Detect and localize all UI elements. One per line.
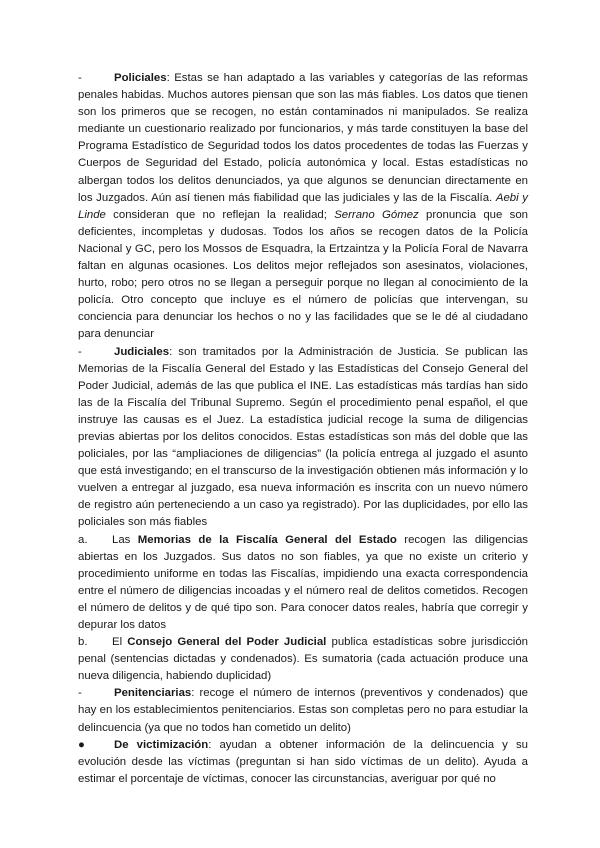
paragraph-judiciales: [78, 344, 528, 532]
document-page: [78, 70, 528, 788]
paragraph-victimizacion: [78, 737, 528, 788]
term-policiales: Policiales: [114, 72, 167, 84]
text: Las: [112, 533, 138, 546]
list-marker: b.: [78, 636, 88, 649]
term-memorias: Memorias de la Fiscalía General del Estado: [137, 533, 397, 546]
text: : son tramitados por la Administración de Justicia. Se publican las Memorias de la Fiscalía General del Estado y las Estadísticas del Consejo General del Poder Judicial, además de las que publica el INE. Las estadísticas más tardías han sido las de la Fiscalía del Tribunal Supremo. Según el procedimiento penal español, el que instruye las causas es el Juez. La estadística judicial recoge la suma de diligencias previas abiertas por los delitos conocidos. Estas estadísticas son más del doble que las policiales, por las “ampliaciones de diligencias” (la policía entrega al juzgado el asunto que está investigando; en el transcurso de la investigación obtienen más información y lo vuelven a entregar al juzgado, esa nueva información es inscrita con un nuevo número de registro aún perteneciendo a un caso ya registrado). Por las duplicidades, por ello las policiales son más fiables: [78, 345, 528, 529]
list-marker: -: [78, 72, 82, 84]
text: : Estas se han adaptado a las variables y categorías de las reformas penales habidas. Muchos autores piensan que son las más fiables. Los datos que tienen son los primeros que se recogen, no están contaminados ni manipulados. Se realiza mediante un cuestionario realizado por funcionarios, y más tarde constituyen la base del Programa Estadístico de Seguridad todos los datos procedentes de todas las Fuerzas y Cuerpos de Seguridad del Estado, policía autonómica y local. Estas estadísticas no albergan todos los delitos denunciados, ya que algunos se denuncian directamente en los Juzgados. Aún así tienen más fiabilidad que las judiciales y las de la Fiscalía.: [78, 72, 528, 204]
text: consideran que no reflejan la realidad;: [105, 208, 335, 221]
text: pronuncia que son deficientes, incompletas y dudosas. Todos los años se recogen datos de la Policía Nacional y GC, pero los Mossos de Esquadra, la Ertzaintza y la Policía Foral de Navarra faltan en algunas ocasiones. Los delitos mejor reflejados son asesinatos, violaciones, hurto, robo; pero otros no se llegan a perseguir porque no llegan al conocimiento de la policía. Otro concepto que incluye es el número de policías que intervengan, su conciencia para denunciar los hechos o no y las facilidades que se le dé al ciudadano para denunciar: [78, 208, 528, 341]
text: publica estadísticas sobre jurisdicción penal (sentencias dictadas y condenados). Es sumatoria (cada actuación produce una nueva diligencia, habiendo duplicidad): [78, 636, 528, 683]
term-consejo: Consejo General del Poder Judicial: [127, 636, 327, 649]
paragraph-penitenciarias: [78, 685, 528, 736]
bullet-icon: ●: [78, 738, 85, 751]
list-marker: -: [78, 687, 82, 700]
term-penitenciarias: Penitenciarias: [114, 687, 192, 700]
term-judiciales: Judiciales: [114, 345, 170, 358]
term-victimizacion: De victimización: [114, 738, 209, 751]
text: : recoge el número de internos (preventivos y condenados) que hay en los establecimientos penitenciarios. Estas son completas pero no para estudiar la delincuencia (ya que no todos han cometido un delito): [78, 687, 528, 734]
text: : ayudan a obtener información de la delincuencia y su evolución desde las víctimas (preguntan si han sido víctimas de un delito). Ayuda a estimar el porcentaje de víctimas, conocer las circunstancias, averiguar por qué no: [78, 738, 528, 785]
list-marker: -: [78, 345, 82, 358]
paragraph-consejo: [78, 634, 528, 685]
text: El: [112, 636, 128, 649]
author-serrano-gomez: Serrano Gómez: [334, 208, 419, 221]
paragraph-memorias: [78, 532, 528, 635]
text: recogen las diligencias abiertas en los Juzgados. Sus datos no son fiables, ya que no existe un criterio y procedimiento uniforme en todas las Fiscalías, impidiendo una exacta correspondencia entre el número de diligencias incoadas y el número real de delitos cometidos. Recogen el número de delitos y de qué tipo son. Para conocer datos reales, habría que corregir y depurar los datos: [78, 533, 529, 631]
paragraph-policiales: [78, 70, 528, 344]
list-marker: a.: [78, 533, 88, 546]
author-aebi-linde: Aebi y Linde: [78, 191, 528, 221]
